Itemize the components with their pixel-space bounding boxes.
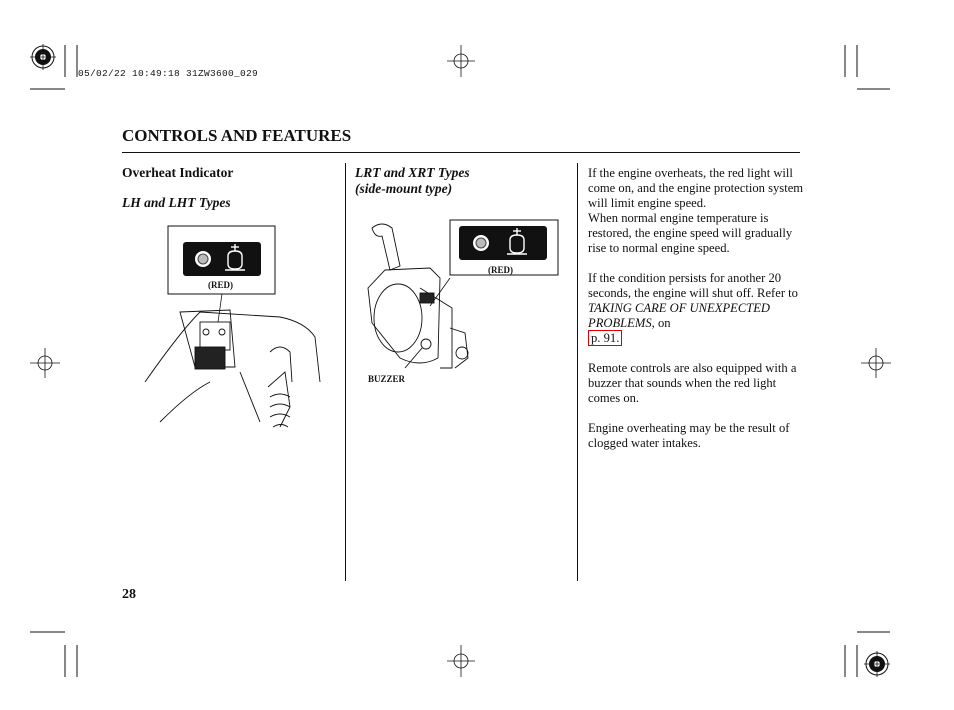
figure-label-red: (RED) [488, 265, 513, 275]
subheading-lh-lht: LH and LHT Types [122, 195, 231, 210]
paragraph-buzzer: Remote controls are also equipped with a buzzer that sounds when the red light comes on. [588, 361, 797, 405]
paragraph-restored: When normal engine temperature is restored, the engine speed will gradually rise to normal engine speed. [588, 211, 793, 255]
paragraph-persists-after: , on [651, 316, 671, 330]
section-title: CONTROLS AND FEATURES [122, 126, 352, 145]
body-column [588, 166, 804, 466]
side-mount-illustration [360, 218, 560, 378]
header-rule [122, 152, 800, 153]
lh-indicator-illustration [140, 222, 340, 432]
figure-label-buzzer: BUZZER [368, 374, 406, 384]
paragraph-persists-text: If the condition persists for another 20 seconds, the engine will shut off. Refer to [588, 271, 798, 300]
page-number: 28 [122, 587, 136, 602]
column-divider [577, 163, 578, 581]
heading-lrt-xrt: LRT and XRT Types [355, 165, 470, 180]
reference-title: TAKING CARE OF UNEXPECTED PROBLEMS [588, 301, 771, 330]
print-stamp: 05/02/22 10:49:18 31ZW3600_029 [78, 68, 259, 79]
page-91-link[interactable]: p. 91. [588, 330, 622, 346]
heading-overheat-indicator: Overheat Indicator [122, 165, 234, 180]
heading-side-mount: (side-mount type) [355, 181, 453, 196]
registration-target-icon [864, 651, 890, 677]
paragraph-overheat: If the engine overheats, the red light will come on, and the engine protection system will limit engine speed. [588, 166, 804, 210]
column-divider [345, 163, 346, 581]
figure-label-red: (RED) [208, 280, 233, 290]
paragraph-persists [588, 271, 804, 346]
registration-target-icon [30, 44, 56, 70]
paragraph-water-intakes: Engine overheating may be the result of clogged water intakes. [588, 421, 790, 450]
